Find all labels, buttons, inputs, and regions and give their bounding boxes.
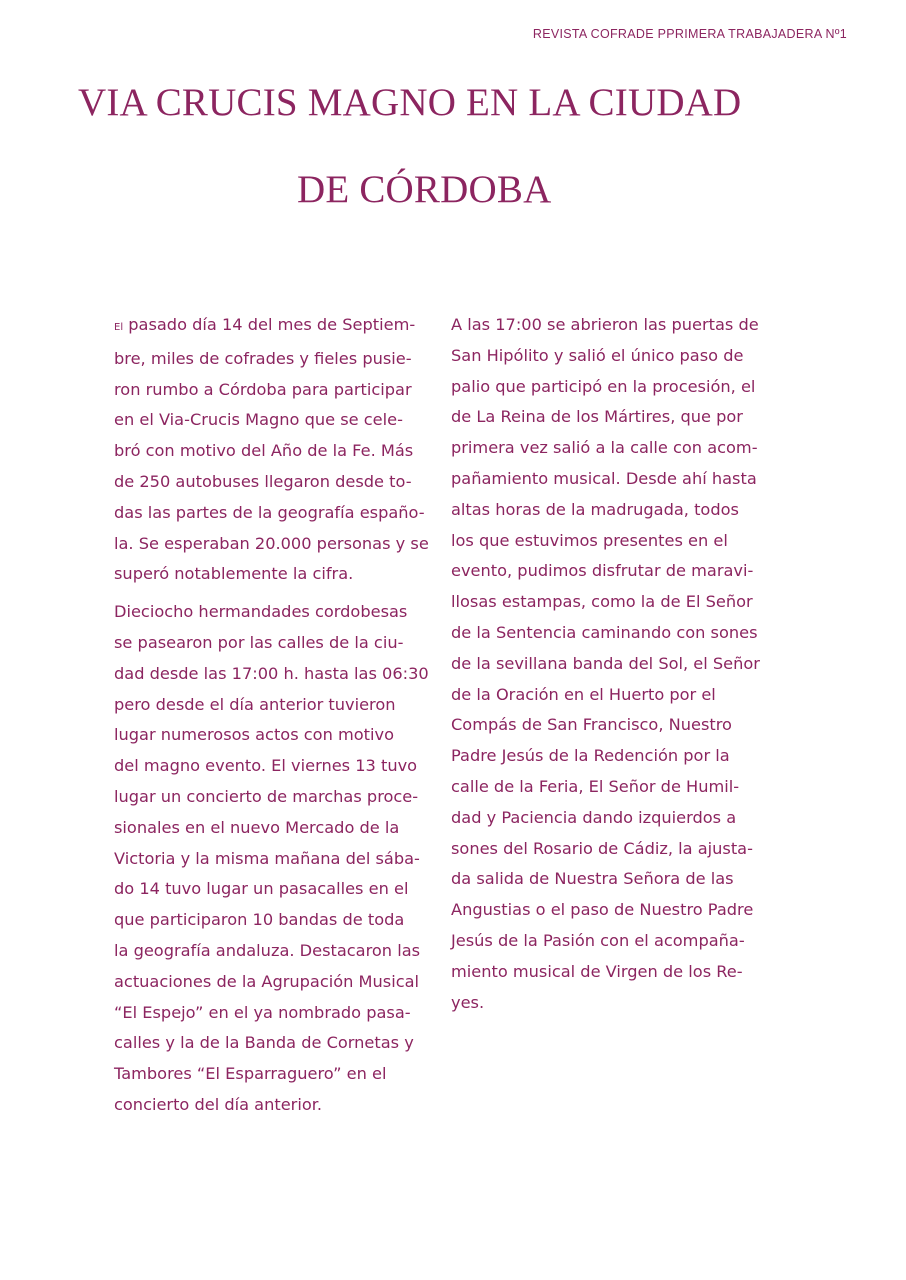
text-line <box>114 310 454 344</box>
text-line: bre, miles de cofrades y fieles pusie- <box>114 348 412 368</box>
running-header: REVISTA COFRADE PPRIMERA TRABAJADERA Nº1 <box>532 27 847 41</box>
right-column <box>451 310 791 1025</box>
article-title-line-1: VIA CRUCIS MAGNO EN LA CIUDAD <box>78 81 742 124</box>
text-line: Padre Jesús de la Redención por la <box>451 746 730 766</box>
text-line: superó notablemente la cifra. <box>114 564 354 584</box>
text-line: Victoria y la misma mañana del sába- <box>114 848 420 868</box>
text-line: del magno evento. El viernes 13 tuvo <box>114 756 418 776</box>
text-line: “El Espejo” en el ya nombrado pasa- <box>114 1002 411 1022</box>
text-line: Angustias o el paso de Nuestro Padre <box>451 900 754 920</box>
text-line: sionales en el nuevo Mercado de la <box>114 817 400 837</box>
text-line: calles y la de la Banda de Cornetas y <box>114 1033 414 1053</box>
left-paragraph-1 <box>114 310 454 590</box>
text-line: palio que participó en la procesión, el <box>451 376 756 396</box>
text-line: lugar un concierto de marchas proce- <box>114 786 419 806</box>
text-line: A las 17:00 se abrieron las puertas de <box>451 315 759 334</box>
text-line: das las partes de la geografía españo- <box>114 502 425 522</box>
text-line: actuaciones de la Agrupación Musical <box>114 971 420 991</box>
text-line: yes. <box>451 992 485 1012</box>
text-line: de La Reina de los Mártires, que por <box>451 407 743 427</box>
text-line: se pasearon por las calles de la ciu- <box>114 632 404 652</box>
text-line: que participaron 10 bandas de toda <box>114 910 405 930</box>
text-line: la geografía andaluza. Destacaron las <box>114 940 421 960</box>
text-line: de la Oración en el Huerto por el <box>451 684 716 704</box>
text-line: evento, pudimos disfrutar de maravi- <box>451 561 754 581</box>
text-line: concierto del día anterior. <box>114 1094 323 1114</box>
left-paragraph-2 <box>114 597 454 1121</box>
right-paragraph-1 <box>451 310 791 1018</box>
text-line: da salida de Nuestra Señora de las <box>451 869 734 889</box>
text-line: dad desde las 17:00 h. hasta las 06:30 <box>114 663 429 683</box>
left-column <box>114 310 454 1128</box>
text-line: miento musical de Virgen de los Re- <box>451 961 743 981</box>
article-title-line-2: DE CÓRDOBA <box>297 168 552 211</box>
text-line: Jesús de la Pasión con el acompaña- <box>451 930 745 950</box>
text-line: la. Se esperaban 20.000 personas y se <box>114 533 429 553</box>
first-word: El <box>114 322 124 333</box>
text-line: Dieciocho hermandades cordobesas <box>114 602 408 622</box>
text-line: de la sevillana banda del Sol, el Señor <box>451 653 760 673</box>
text-line: San Hipólito y salió el único paso de <box>451 345 744 365</box>
text-line: Tambores “El Esparraguero” en el <box>114 1064 387 1084</box>
text-line: do 14 tuvo lugar un pasacalles en el <box>114 879 409 899</box>
text-line: altas horas de la madrugada, todos <box>451 499 739 519</box>
text-line: ron rumbo a Córdoba para participar <box>114 379 412 399</box>
text-line: sones del Rosario de Cádiz, la ajusta- <box>451 838 753 858</box>
line-text: pasado día 14 del mes de Septiem- <box>123 315 416 334</box>
text-line: de 250 autobuses llegaron desde to- <box>114 471 412 491</box>
text-line: calle de la Feria, El Señor de Humil- <box>451 776 740 796</box>
text-line: llosas estampas, como la de El Señor <box>451 592 753 612</box>
text-line: primera vez salió a la calle con acom- <box>451 438 758 458</box>
text-line: lugar numerosos actos con motivo <box>114 725 394 745</box>
text-line: de la Sentencia caminando con sones <box>451 622 758 642</box>
text-line: pero desde el día anterior tuvieron <box>114 694 396 714</box>
text-line: dad y Paciencia dando izquierdos a <box>451 807 737 827</box>
text-line: bró con motivo del Año de la Fe. Más <box>114 441 414 461</box>
text-line: los que estuvimos presentes en el <box>451 530 728 550</box>
text-line: pañamiento musical. Desde ahí hasta <box>451 468 757 488</box>
text-line: Compás de San Francisco, Nuestro <box>451 715 732 735</box>
text-line: en el Via-Crucis Magno que se cele- <box>114 410 403 430</box>
